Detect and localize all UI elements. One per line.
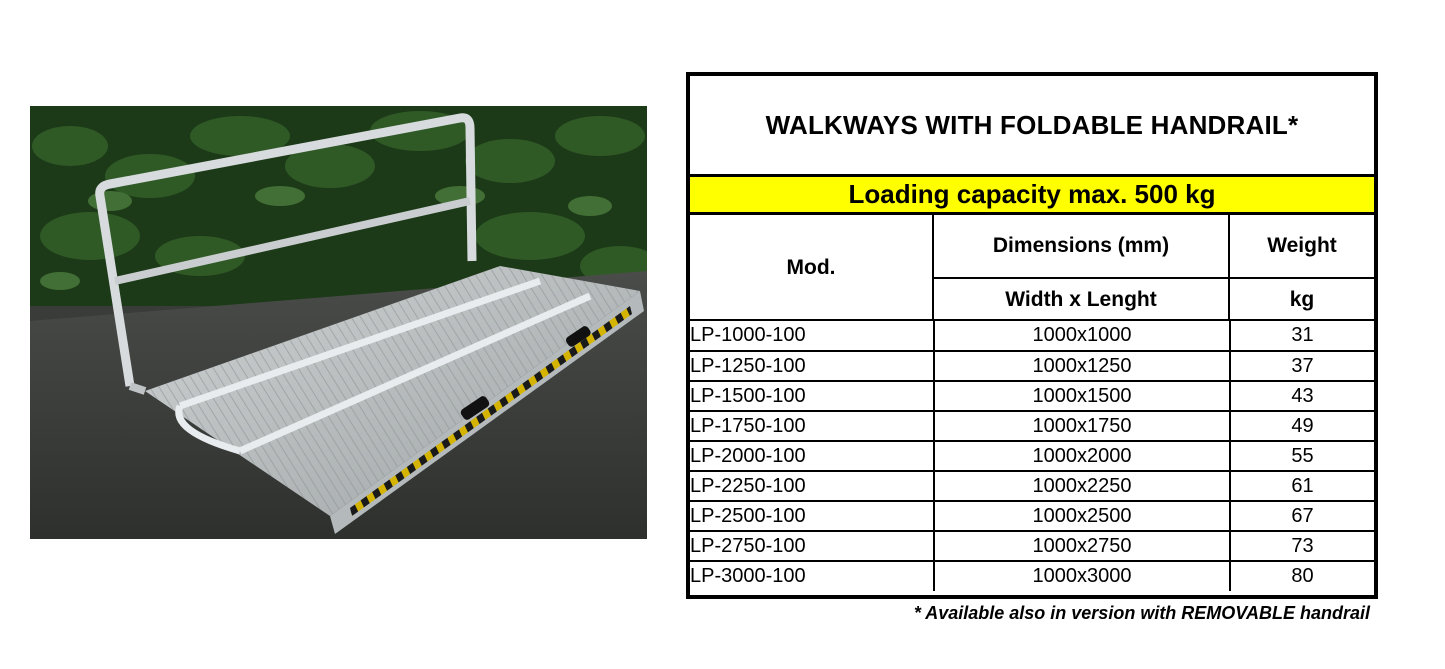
table-row xyxy=(690,321,1374,351)
dimensions-cell: 1000x1250 xyxy=(934,351,1230,381)
model-cell: LP-1250-100 xyxy=(690,351,934,381)
weight-cell: 49 xyxy=(1230,411,1374,441)
table-title: WALKWAYS WITH FOLDABLE HANDRAIL* xyxy=(690,76,1374,177)
weight-cell: 43 xyxy=(1230,381,1374,411)
model-cell: LP-1500-100 xyxy=(690,381,934,411)
header-weight: Weight xyxy=(1267,234,1337,257)
model-cell: LP-2500-100 xyxy=(690,501,934,531)
spec-table xyxy=(686,72,1378,599)
dimensions-cell: 1000x2000 xyxy=(934,441,1230,471)
weight-cell: 61 xyxy=(1230,471,1374,501)
header-dimensions: Dimensions (mm) xyxy=(992,234,1170,257)
weight-cell: 73 xyxy=(1230,531,1374,561)
dimensions-cell: 1000x1750 xyxy=(934,411,1230,441)
table-row xyxy=(690,411,1374,441)
weight-cell: 55 xyxy=(1230,441,1374,471)
header-dimensions-sub: Width x Lenght xyxy=(1005,288,1157,311)
header-divider xyxy=(1228,215,1230,321)
header-divider xyxy=(932,277,1374,279)
model-cell: LP-3000-100 xyxy=(690,561,934,591)
model-cell: LP-2750-100 xyxy=(690,531,934,561)
model-cell: LP-1000-100 xyxy=(690,321,934,351)
weight-cell: 80 xyxy=(1291,565,1314,587)
table-row xyxy=(690,381,1374,411)
dimensions-cell: 1000x2500 xyxy=(934,501,1230,531)
model-cell: LP-1750-100 xyxy=(690,411,934,441)
dimensions-cell: 1000x3000 xyxy=(934,561,1230,591)
model-rows xyxy=(690,321,1374,591)
footnote: * Available also in version with REMOVABLE handrail xyxy=(913,603,1370,623)
model-cell: LP-2000-100 xyxy=(690,441,934,471)
dimensions-cell: 1000x2750 xyxy=(934,531,1230,561)
table-row xyxy=(690,531,1374,561)
header-model: Mod. xyxy=(786,256,836,279)
weight-cell: 37 xyxy=(1230,351,1374,381)
header-divider xyxy=(932,215,934,321)
table-row xyxy=(690,561,1374,591)
model-cell: LP-2250-100 xyxy=(690,471,934,501)
dimensions-cell: 1000x2250 xyxy=(934,471,1230,501)
product-photo xyxy=(30,106,647,539)
dimensions-cell: 1000x1500 xyxy=(934,381,1230,411)
table-row xyxy=(690,501,1374,531)
table-row xyxy=(690,471,1374,501)
weight-cell: 67 xyxy=(1230,501,1374,531)
table-row xyxy=(690,351,1374,381)
dimensions-cell: 1000x1000 xyxy=(934,321,1230,351)
weight-cell: 31 xyxy=(1230,321,1374,351)
capacity-banner: Loading capacity max. 500 kg xyxy=(690,177,1374,215)
table-row xyxy=(690,441,1374,471)
header-weight-unit: kg xyxy=(1289,288,1315,311)
